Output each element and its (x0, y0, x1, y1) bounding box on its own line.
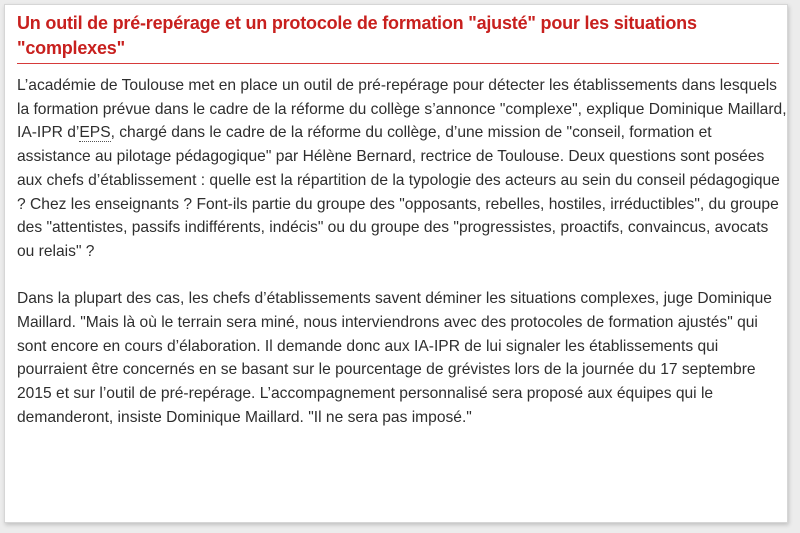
title-divider (17, 63, 779, 64)
paragraph-1-text-start: L’académie de Toulouse met en place un outil de pré-repérage pour détecter les établissements dans lesquels la formation prévue dans le cadre de la réforme du collège s’annonce "complexe", explique Dominique Maillard, IA-IPR d’ (17, 77, 787, 142)
eps-abbreviation[interactable]: EPS (79, 124, 111, 142)
article-paragraph-1 (17, 74, 787, 264)
article-paragraph-2: Dans la plupart des cas, les chefs d’établissements savent déminer les situations complexes, juge Dominique Maillard. "Mais là où le terrain sera miné, nous interviendrons avec des protocoles de formation ajustés" qui sont encore en cours d’élaboration. Il demande donc aux IA-IPR de lui signaler les établissements qui pourraient être concernés en se basant sur le pourcentage de grévistes lors de la journée du 17 septembre 2015 et sur l’outil de pré-repérage. L’accompagnement personnalisé sera proposé aux équipes qui le demanderont, insiste Dominique Maillard. "Il ne sera pas imposé." (17, 290, 772, 426)
paragraph-1-text-end: , chargé dans le cadre de la réforme du collège, d’une mission de "conseil, formation et assistance au pilotage pédagogique" par Hélène Bernard, rectrice de Toulouse. Deux questions sont posées aux chefs d’établissement : quelle est la répartition de la typologie des acteurs au sein du conseil pédagogique ? Chez les enseignants ? Font-ils partie du groupe des "opposants, rebelles, hostiles, irréductibles", du groupe des "attentistes, passifs indifférents, indécis" ou du groupe des "progressistes, proactifs, convaincus, avocats ou relais" ? (17, 124, 780, 260)
article-title: Un outil de pré-repérage et un protocole de formation "ajusté" pour les situations "complexes" (17, 13, 697, 58)
article-body (17, 74, 787, 430)
article-card (4, 4, 788, 523)
